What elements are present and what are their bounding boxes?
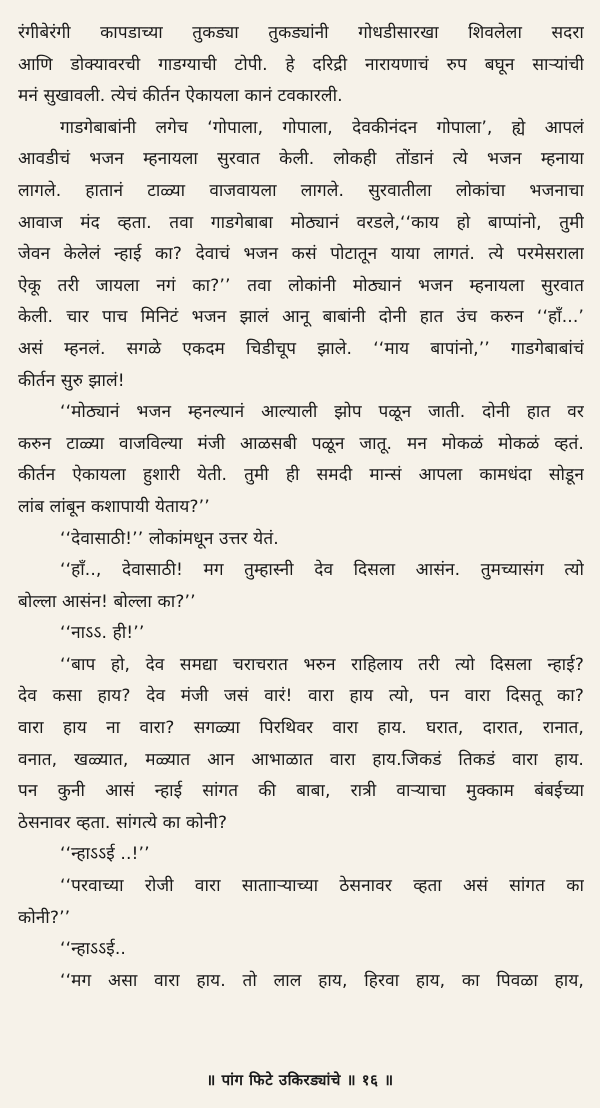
page-body-text (18, 18, 584, 997)
text-line: वारा हाय ना वारा? सगळ्या पिरथिवर वारा हाय. घरात, दारात, रानात, (18, 718, 584, 739)
text-line: मनं सुखावली. त्येचं कीर्तन ऐकायला कानं टवकारली. (18, 86, 343, 107)
text-line: ‘‘परवाच्या रोजी वारा सातााऱ्याच्या ठेसनावर व्हता असं सांगत का (60, 876, 584, 897)
text-line: करुन टाळ्या वाजविल्या मंजी आळसबी पळून जातू. मन मोकळं मोकळं व्हतं. (18, 433, 584, 454)
text-line: आवडीचं भजन म्हनायला सुरवात केली. लोकही तोंडानं त्ये भजन म्हनाया (18, 149, 584, 170)
text-line: लागले. हातानं टाळ्या वाजवायला लागले. सुरवातीला लोकांचा भजनाचा (18, 180, 584, 201)
text-line: बोल्ला आसंन! बोल्ला का?’’ (18, 591, 196, 612)
text-line: ऐकू तरी जायला नगं का?’’ तवा लोकांनी मोठ्यानं भजन म्हनायला सुरवात (18, 275, 584, 296)
text-line: ‘‘नाऽऽ. ही!’’ (60, 623, 145, 644)
text-line: केली. चार पाच मिनिटं भजन झालं आनू बाबांनी दोनी हात उंच करुन ‘‘हाँ...’ (18, 307, 584, 328)
text-line: ‘‘न्हाऽऽई ..!’’ (60, 844, 150, 865)
page-footer: ॥ पांग फिटे उकिरड्यांचे ॥ १६ ॥ (206, 1071, 394, 1089)
text-line: ‘‘हाँ.., देवासाठी! मग तुम्हास्नी देव दिसला आसंन. तुमच्यासंग त्यो (60, 560, 584, 581)
text-line: आणि डोक्यावरची गाडग्याची टोपी. हे दरिद्री नारायणाचं रुप बघून साऱ्यांची (18, 54, 584, 75)
text-line: ठेसनावर व्हता. सांगत्ये का कोनी? (18, 812, 228, 833)
text-line: ‘‘न्हाऽऽई.. (60, 939, 126, 960)
text-line: गाडगेबाबांनी लगेच ‘गोपाला, गोपाला, देवकीनंदन गोपाला’, ह्ये आपलं (60, 117, 584, 138)
text-line: ‘‘बाप हो, देव समद्या चराचरात भरुन राहिलाय तरी त्यो दिसला न्हाई? (60, 654, 584, 675)
text-line: जेवन केलेलं न्हाई का? देवाचं भजन कसं पोटातून याया लागतं. त्ये परमेसराला (18, 244, 584, 265)
text-line: देव कसा हाय? देव मंजी जसं वारं! वारा हाय त्यो, पन वारा दिसतू का? (18, 686, 584, 707)
text-line: कीर्तन ऐकायला हुशारी येती. तुमी ही समदी मान्सं आपला कामधंदा सोडून (18, 465, 584, 486)
text-line: लांब लांबून कशापायी येताय?’’ (18, 496, 210, 517)
text-line: ‘‘देवासाठी!’’ लोकांमधून उत्तर येतं. (60, 528, 279, 549)
text-line: वनात, खळ्यात, मळ्यात आन आभाळात वारा हाय.जिकडं तिकडं वारा हाय. (18, 749, 584, 770)
text-line: असं म्हनलं. सगळे एकदम चिडीचूप झाले. ‘‘माय बापांनो,’’ गाडगेबाबांचं (18, 338, 584, 359)
text-line: रंगीबेरंगी कापडाच्या तुकड्या तुकड्यांनी गोधडीसारखा शिवलेला सदरा (18, 23, 584, 43)
text-line: ‘‘मोठ्यानं भजन म्हनल्यानं आल्याली झोप पळून जाती. दोनी हात वर (60, 402, 584, 423)
text-line: कीर्तन सुरु झालं! (18, 370, 125, 391)
text-line: कोनी?’’ (18, 907, 71, 928)
text-line: ‘‘मग असा वारा हाय. तो लाल हाय, हिरवा हाय, का पिवळा हाय, (60, 970, 584, 991)
text-line: आवाज मंद व्हता. तवा गाडगेबाबा मोठ्यानं वरडले,‘‘काय हो बाप्पांनो, तुमी (18, 212, 584, 233)
text-line: पन कुनी आसं न्हाई सांगत की बाबा, रात्री वाऱ्याचा मुक्काम बंबईच्या (18, 781, 584, 802)
